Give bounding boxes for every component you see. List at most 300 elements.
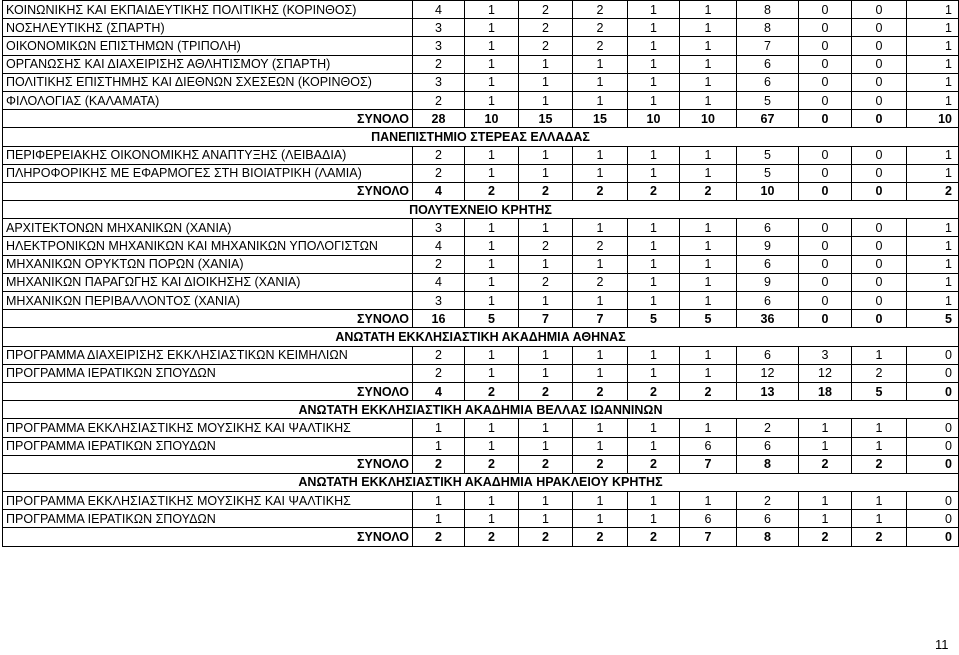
value-cell: 10	[680, 110, 737, 128]
value-cell: 2	[413, 364, 465, 382]
value-cell: 1	[413, 437, 465, 455]
table-row	[3, 292, 959, 310]
value-cell: 1	[907, 1, 959, 19]
value-cell: 0	[799, 91, 852, 109]
value-cell: 0	[852, 219, 907, 237]
department-name: ΑΡΧΙΤΕΚΤΟΝΩΝ ΜΗΧΑΝΙΚΩΝ (ΧΑΝΙΑ)	[3, 219, 413, 237]
value-cell: 2	[519, 182, 573, 200]
value-cell: 0	[852, 19, 907, 37]
value-cell: 0	[852, 37, 907, 55]
value-cell: 1	[465, 19, 519, 37]
value-cell: 6	[737, 510, 799, 528]
value-cell: 9	[737, 237, 799, 255]
value-cell: 0	[907, 455, 959, 473]
value-cell: 6	[737, 255, 799, 273]
value-cell: 7	[680, 455, 737, 473]
section-header: ΑΝΩΤΑΤΗ ΕΚΚΛΗΣΙΑΣΤΙΚΗ ΑΚΑΔΗΜΙΑ ΗΡΑΚΛΕΙΟΥ ΚΡΗΤΗΣ	[3, 473, 959, 491]
table-row	[3, 91, 959, 109]
value-cell: 1	[413, 492, 465, 510]
value-cell: 0	[907, 510, 959, 528]
value-cell: 1	[628, 492, 680, 510]
value-cell: 5	[628, 310, 680, 328]
value-cell: 0	[799, 292, 852, 310]
value-cell: 7	[519, 310, 573, 328]
value-cell: 1	[573, 419, 628, 437]
value-cell: 1	[465, 55, 519, 73]
value-cell: 1	[465, 37, 519, 55]
department-name: ΠΕΡΙΦΕΡΕΙΑΚΗΣ ΟΙΚΟΝΟΜΙΚΗΣ ΑΝΑΠΤΥΞΗΣ (ΛΕΙΒΑΔΙΑ)	[3, 146, 413, 164]
value-cell: 1	[465, 91, 519, 109]
value-cell: 2	[413, 55, 465, 73]
section-header-row	[3, 473, 959, 491]
value-cell: 2	[628, 528, 680, 546]
value-cell: 1	[573, 510, 628, 528]
value-cell: 2	[737, 419, 799, 437]
value-cell: 0	[799, 146, 852, 164]
value-cell: 2	[573, 182, 628, 200]
value-cell: 12	[737, 364, 799, 382]
value-cell: 0	[799, 164, 852, 182]
value-cell: 1	[628, 364, 680, 382]
value-cell: 0	[852, 73, 907, 91]
total-label: ΣΥΝΟΛΟ	[3, 182, 413, 200]
value-cell: 1	[573, 219, 628, 237]
value-cell: 6	[737, 346, 799, 364]
table-row	[3, 492, 959, 510]
value-cell: 6	[737, 292, 799, 310]
value-cell: 0	[799, 19, 852, 37]
department-name: ΦΙΛΟΛΟΓΙΑΣ (ΚΑΛΑΜΑΤΑ)	[3, 91, 413, 109]
value-cell: 7	[737, 37, 799, 55]
value-cell: 1	[628, 55, 680, 73]
statistics-table	[2, 0, 959, 547]
value-cell: 1	[628, 73, 680, 91]
value-cell: 2	[680, 182, 737, 200]
value-cell: 8	[737, 1, 799, 19]
value-cell: 15	[573, 110, 628, 128]
table-row	[3, 19, 959, 37]
value-cell: 2	[413, 146, 465, 164]
value-cell: 1	[465, 419, 519, 437]
value-cell: 2	[628, 182, 680, 200]
value-cell: 0	[799, 182, 852, 200]
value-cell: 1	[573, 492, 628, 510]
value-cell: 2	[907, 182, 959, 200]
value-cell: 1	[907, 73, 959, 91]
value-cell: 1	[680, 419, 737, 437]
value-cell: 1	[852, 492, 907, 510]
value-cell: 1	[573, 91, 628, 109]
value-cell: 1	[852, 346, 907, 364]
value-cell: 2	[573, 237, 628, 255]
value-cell: 2	[413, 164, 465, 182]
value-cell: 1	[680, 164, 737, 182]
department-name: ΗΛΕΚΤΡΟΝΙΚΩΝ ΜΗΧΑΝΙΚΩΝ ΚΑΙ ΜΗΧΑΝΙΚΩΝ ΥΠΟΛΟΓΙΣΤΩΝ	[3, 237, 413, 255]
value-cell: 1	[465, 292, 519, 310]
section-header-row	[3, 128, 959, 146]
value-cell: 13	[737, 382, 799, 400]
value-cell: 0	[799, 273, 852, 291]
section-header-row	[3, 201, 959, 219]
department-name: ΠΡΟΓΡΑΜΜΑ ΕΚΚΛΗΣΙΑΣΤΙΚΗΣ ΜΟΥΣΙΚΗΣ ΚΑΙ ΨΑΛΤΙΚΗΣ	[3, 492, 413, 510]
value-cell: 1	[628, 146, 680, 164]
value-cell: 1	[465, 146, 519, 164]
value-cell: 1	[680, 364, 737, 382]
value-cell: 1	[465, 492, 519, 510]
value-cell: 2	[573, 273, 628, 291]
value-cell: 1	[628, 37, 680, 55]
value-cell: 1	[680, 273, 737, 291]
value-cell: 4	[413, 1, 465, 19]
table-row	[3, 255, 959, 273]
value-cell: 10	[628, 110, 680, 128]
value-cell: 1	[573, 55, 628, 73]
value-cell: 2	[519, 37, 573, 55]
value-cell: 8	[737, 528, 799, 546]
value-cell: 10	[737, 182, 799, 200]
page-number: 11	[935, 637, 949, 652]
value-cell: 1	[907, 146, 959, 164]
value-cell: 3	[799, 346, 852, 364]
value-cell: 6	[737, 73, 799, 91]
value-cell: 12	[799, 364, 852, 382]
value-cell: 2	[465, 455, 519, 473]
value-cell: 2	[680, 382, 737, 400]
value-cell: 0	[799, 55, 852, 73]
value-cell: 5	[680, 310, 737, 328]
value-cell: 0	[799, 219, 852, 237]
value-cell: 0	[852, 237, 907, 255]
value-cell: 3	[413, 219, 465, 237]
value-cell: 2	[799, 528, 852, 546]
value-cell: 3	[413, 37, 465, 55]
table-row	[3, 273, 959, 291]
value-cell: 1	[628, 1, 680, 19]
value-cell: 1	[628, 164, 680, 182]
value-cell: 0	[852, 182, 907, 200]
value-cell: 5	[737, 91, 799, 109]
value-cell: 1	[519, 219, 573, 237]
value-cell: 0	[852, 273, 907, 291]
table-row	[3, 146, 959, 164]
value-cell: 2	[573, 528, 628, 546]
total-label: ΣΥΝΟΛΟ	[3, 455, 413, 473]
value-cell: 1	[680, 346, 737, 364]
value-cell: 1	[519, 292, 573, 310]
value-cell: 1	[799, 492, 852, 510]
value-cell: 1	[413, 510, 465, 528]
department-name: ΜΗΧΑΝΙΚΩΝ ΠΑΡΑΓΩΓΗΣ ΚΑΙ ΔΙΟΙΚΗΣΗΣ (ΧΑΝΙΑ)	[3, 273, 413, 291]
table-row	[3, 164, 959, 182]
value-cell: 1	[519, 437, 573, 455]
value-cell: 0	[799, 73, 852, 91]
value-cell: 1	[680, 19, 737, 37]
value-cell: 1	[680, 219, 737, 237]
value-cell: 1	[852, 437, 907, 455]
value-cell: 1	[465, 164, 519, 182]
value-cell: 1	[465, 237, 519, 255]
value-cell: 1	[465, 273, 519, 291]
value-cell: 1	[628, 255, 680, 273]
value-cell: 2	[519, 382, 573, 400]
value-cell: 0	[852, 91, 907, 109]
value-cell: 1	[680, 237, 737, 255]
value-cell: 1	[628, 219, 680, 237]
value-cell: 1	[907, 273, 959, 291]
value-cell: 1	[907, 19, 959, 37]
department-name: ΝΟΣΗΛΕΥΤΙΚΗΣ (ΣΠΑΡΤΗ)	[3, 19, 413, 37]
value-cell: 1	[573, 292, 628, 310]
value-cell: 1	[852, 419, 907, 437]
table-row	[3, 364, 959, 382]
table-row	[3, 1, 959, 19]
value-cell: 1	[907, 255, 959, 273]
value-cell: 1	[907, 219, 959, 237]
value-cell: 1	[519, 146, 573, 164]
value-cell: 4	[413, 273, 465, 291]
value-cell: 1	[519, 364, 573, 382]
department-name: ΠΡΟΓΡΑΜΜΑ ΔΙΑΧΕΙΡΙΣΗΣ ΕΚΚΛΗΣΙΑΣΤΙΚΩΝ ΚΕΙΜΗΛΙΩΝ	[3, 346, 413, 364]
value-cell: 0	[852, 255, 907, 273]
value-cell: 2	[799, 455, 852, 473]
total-row	[3, 110, 959, 128]
value-cell: 2	[413, 91, 465, 109]
value-cell: 1	[519, 419, 573, 437]
value-cell: 1	[573, 346, 628, 364]
value-cell: 7	[573, 310, 628, 328]
department-name: ΠΡΟΓΡΑΜΜΑ ΙΕΡΑΤΙΚΩΝ ΣΠΟΥΔΩΝ	[3, 437, 413, 455]
department-name: ΜΗΧΑΝΙΚΩΝ ΟΡΥΚΤΩΝ ΠΟΡΩΝ (ΧΑΝΙΑ)	[3, 255, 413, 273]
value-cell: 1	[680, 55, 737, 73]
value-cell: 1	[573, 164, 628, 182]
department-name: ΠΡΟΓΡΑΜΜΑ ΕΚΚΛΗΣΙΑΣΤΙΚΗΣ ΜΟΥΣΙΚΗΣ ΚΑΙ ΨΑΛΤΙΚΗΣ	[3, 419, 413, 437]
value-cell: 1	[852, 510, 907, 528]
value-cell: 0	[852, 146, 907, 164]
value-cell: 1	[465, 1, 519, 19]
value-cell: 36	[737, 310, 799, 328]
value-cell: 2	[413, 346, 465, 364]
value-cell: 5	[737, 146, 799, 164]
value-cell: 1	[907, 91, 959, 109]
value-cell: 6	[737, 55, 799, 73]
value-cell: 0	[907, 492, 959, 510]
section-header-row	[3, 328, 959, 346]
value-cell: 1	[519, 91, 573, 109]
value-cell: 1	[799, 419, 852, 437]
section-header: ΑΝΩΤΑΤΗ ΕΚΚΛΗΣΙΑΣΤΙΚΗ ΑΚΑΔΗΜΙΑ ΑΘΗΝΑΣ	[3, 328, 959, 346]
value-cell: 5	[852, 382, 907, 400]
table-row	[3, 437, 959, 455]
table-row	[3, 37, 959, 55]
value-cell: 2	[852, 528, 907, 546]
table-body	[3, 1, 959, 547]
value-cell: 0	[907, 382, 959, 400]
value-cell: 1	[907, 55, 959, 73]
value-cell: 1	[680, 37, 737, 55]
value-cell: 1	[680, 255, 737, 273]
value-cell: 2	[465, 182, 519, 200]
department-name: ΟΡΓΑΝΩΣΗΣ ΚΑΙ ΔΙΑΧΕΙΡΙΣΗΣ ΑΘΛΗΤΙΣΜΟΥ (ΣΠΑΡΤΗ)	[3, 55, 413, 73]
value-cell: 4	[413, 237, 465, 255]
value-cell: 1	[519, 73, 573, 91]
value-cell: 2	[573, 37, 628, 55]
value-cell: 2	[573, 19, 628, 37]
total-label: ΣΥΝΟΛΟ	[3, 310, 413, 328]
table-row	[3, 219, 959, 237]
value-cell: 0	[907, 346, 959, 364]
value-cell: 0	[799, 37, 852, 55]
value-cell: 2	[519, 237, 573, 255]
value-cell: 2	[628, 382, 680, 400]
value-cell: 15	[519, 110, 573, 128]
value-cell: 2	[519, 455, 573, 473]
value-cell: 6	[680, 510, 737, 528]
value-cell: 1	[519, 164, 573, 182]
value-cell: 0	[799, 237, 852, 255]
section-header: ΠΟΛΥΤΕΧΝΕΙΟ ΚΡΗΤΗΣ	[3, 201, 959, 219]
total-label: ΣΥΝΟΛΟ	[3, 110, 413, 128]
value-cell: 6	[737, 219, 799, 237]
value-cell: 1	[628, 510, 680, 528]
department-name: ΠΡΟΓΡΑΜΜΑ ΙΕΡΑΤΙΚΩΝ ΣΠΟΥΔΩΝ	[3, 510, 413, 528]
total-label: ΣΥΝΟΛΟ	[3, 528, 413, 546]
value-cell: 9	[737, 273, 799, 291]
table-row	[3, 419, 959, 437]
value-cell: 28	[413, 110, 465, 128]
value-cell: 1	[519, 346, 573, 364]
value-cell: 6	[737, 437, 799, 455]
value-cell: 1	[628, 273, 680, 291]
value-cell: 0	[799, 110, 852, 128]
value-cell: 3	[413, 19, 465, 37]
value-cell: 1	[907, 164, 959, 182]
value-cell: 5	[465, 310, 519, 328]
value-cell: 2	[573, 1, 628, 19]
value-cell: 1	[680, 292, 737, 310]
value-cell: 1	[680, 492, 737, 510]
value-cell: 1	[413, 419, 465, 437]
value-cell: 1	[680, 73, 737, 91]
total-label: ΣΥΝΟΛΟ	[3, 382, 413, 400]
section-header: ΠΑΝΕΠΙΣΤΗΜΙΟ ΣΤΕΡΕΑΣ ΕΛΛΑΔΑΣ	[3, 128, 959, 146]
value-cell: 0	[852, 55, 907, 73]
value-cell: 8	[737, 455, 799, 473]
value-cell: 2	[413, 255, 465, 273]
value-cell: 1	[465, 255, 519, 273]
value-cell: 0	[852, 1, 907, 19]
value-cell: 1	[628, 437, 680, 455]
value-cell: 0	[852, 110, 907, 128]
total-row	[3, 455, 959, 473]
value-cell: 1	[465, 73, 519, 91]
value-cell: 4	[413, 382, 465, 400]
value-cell: 2	[519, 528, 573, 546]
value-cell: 5	[737, 164, 799, 182]
total-row	[3, 182, 959, 200]
value-cell: 1	[465, 437, 519, 455]
table-row	[3, 510, 959, 528]
value-cell: 1	[573, 73, 628, 91]
value-cell: 10	[465, 110, 519, 128]
value-cell: 2	[852, 364, 907, 382]
value-cell: 4	[413, 182, 465, 200]
value-cell: 0	[907, 437, 959, 455]
department-name: ΜΗΧΑΝΙΚΩΝ ΠΕΡΙΒΑΛΛΟΝΤΟΣ (ΧΑΝΙΑ)	[3, 292, 413, 310]
value-cell: 0	[907, 419, 959, 437]
value-cell: 0	[852, 292, 907, 310]
value-cell: 2	[465, 382, 519, 400]
value-cell: 0	[799, 1, 852, 19]
value-cell: 2	[573, 382, 628, 400]
value-cell: 1	[907, 37, 959, 55]
value-cell: 1	[628, 91, 680, 109]
value-cell: 2	[413, 528, 465, 546]
section-header-row	[3, 401, 959, 419]
value-cell: 2	[737, 492, 799, 510]
value-cell: 1	[519, 510, 573, 528]
value-cell: 0	[907, 364, 959, 382]
value-cell: 2	[519, 19, 573, 37]
value-cell: 2	[573, 455, 628, 473]
value-cell: 1	[519, 492, 573, 510]
total-row	[3, 310, 959, 328]
department-name: ΠΛΗΡΟΦΟΡΙΚΗΣ ΜΕ ΕΦΑΡΜΟΓΕΣ ΣΤΗ ΒΙΟΙΑΤΡΙΚΗ (ΛΑΜΙΑ)	[3, 164, 413, 182]
value-cell: 1	[573, 255, 628, 273]
value-cell: 7	[680, 528, 737, 546]
table-row	[3, 55, 959, 73]
value-cell: 1	[907, 292, 959, 310]
value-cell: 1	[465, 219, 519, 237]
value-cell: 2	[519, 1, 573, 19]
value-cell: 1	[573, 146, 628, 164]
value-cell: 1	[573, 437, 628, 455]
value-cell: 2	[852, 455, 907, 473]
value-cell: 2	[519, 273, 573, 291]
value-cell: 8	[737, 19, 799, 37]
table-row	[3, 73, 959, 91]
value-cell: 0	[799, 310, 852, 328]
department-name: ΟΙΚΟΝΟΜΙΚΩΝ ΕΠΙΣΤΗΜΩΝ (ΤΡΙΠΟΛΗ)	[3, 37, 413, 55]
value-cell: 1	[628, 237, 680, 255]
value-cell: 1	[519, 255, 573, 273]
value-cell: 2	[628, 455, 680, 473]
department-name: ΠΟΛΙΤΙΚΗΣ ΕΠΙΣΤΗΜΗΣ ΚΑΙ ΔΙΕΘΝΩΝ ΣΧΕΣΕΩΝ (ΚΟΡΙΝΘΟΣ)	[3, 73, 413, 91]
value-cell: 1	[628, 292, 680, 310]
value-cell: 1	[573, 364, 628, 382]
value-cell: 2	[465, 528, 519, 546]
value-cell: 1	[628, 346, 680, 364]
value-cell: 3	[413, 73, 465, 91]
department-name: ΚΟΙΝΩΝΙΚΗΣ ΚΑΙ ΕΚΠΑΙΔΕΥΤΙΚΗΣ ΠΟΛΙΤΙΚΗΣ (ΚΟΡΙΝΘΟΣ)	[3, 1, 413, 19]
value-cell: 1	[519, 55, 573, 73]
value-cell: 6	[680, 437, 737, 455]
value-cell: 18	[799, 382, 852, 400]
value-cell: 10	[907, 110, 959, 128]
value-cell: 1	[680, 146, 737, 164]
value-cell: 1	[628, 419, 680, 437]
value-cell: 67	[737, 110, 799, 128]
value-cell: 0	[907, 528, 959, 546]
department-name: ΠΡΟΓΡΑΜΜΑ ΙΕΡΑΤΙΚΩΝ ΣΠΟΥΔΩΝ	[3, 364, 413, 382]
value-cell: 1	[465, 510, 519, 528]
total-row	[3, 382, 959, 400]
value-cell: 16	[413, 310, 465, 328]
value-cell: 1	[907, 237, 959, 255]
section-header: ΑΝΩΤΑΤΗ ΕΚΚΛΗΣΙΑΣΤΙΚΗ ΑΚΑΔΗΜΙΑ ΒΕΛΛΑΣ ΙΩΑΝΝΙΝΩΝ	[3, 401, 959, 419]
value-cell: 1	[799, 510, 852, 528]
value-cell: 5	[907, 310, 959, 328]
value-cell: 1	[799, 437, 852, 455]
